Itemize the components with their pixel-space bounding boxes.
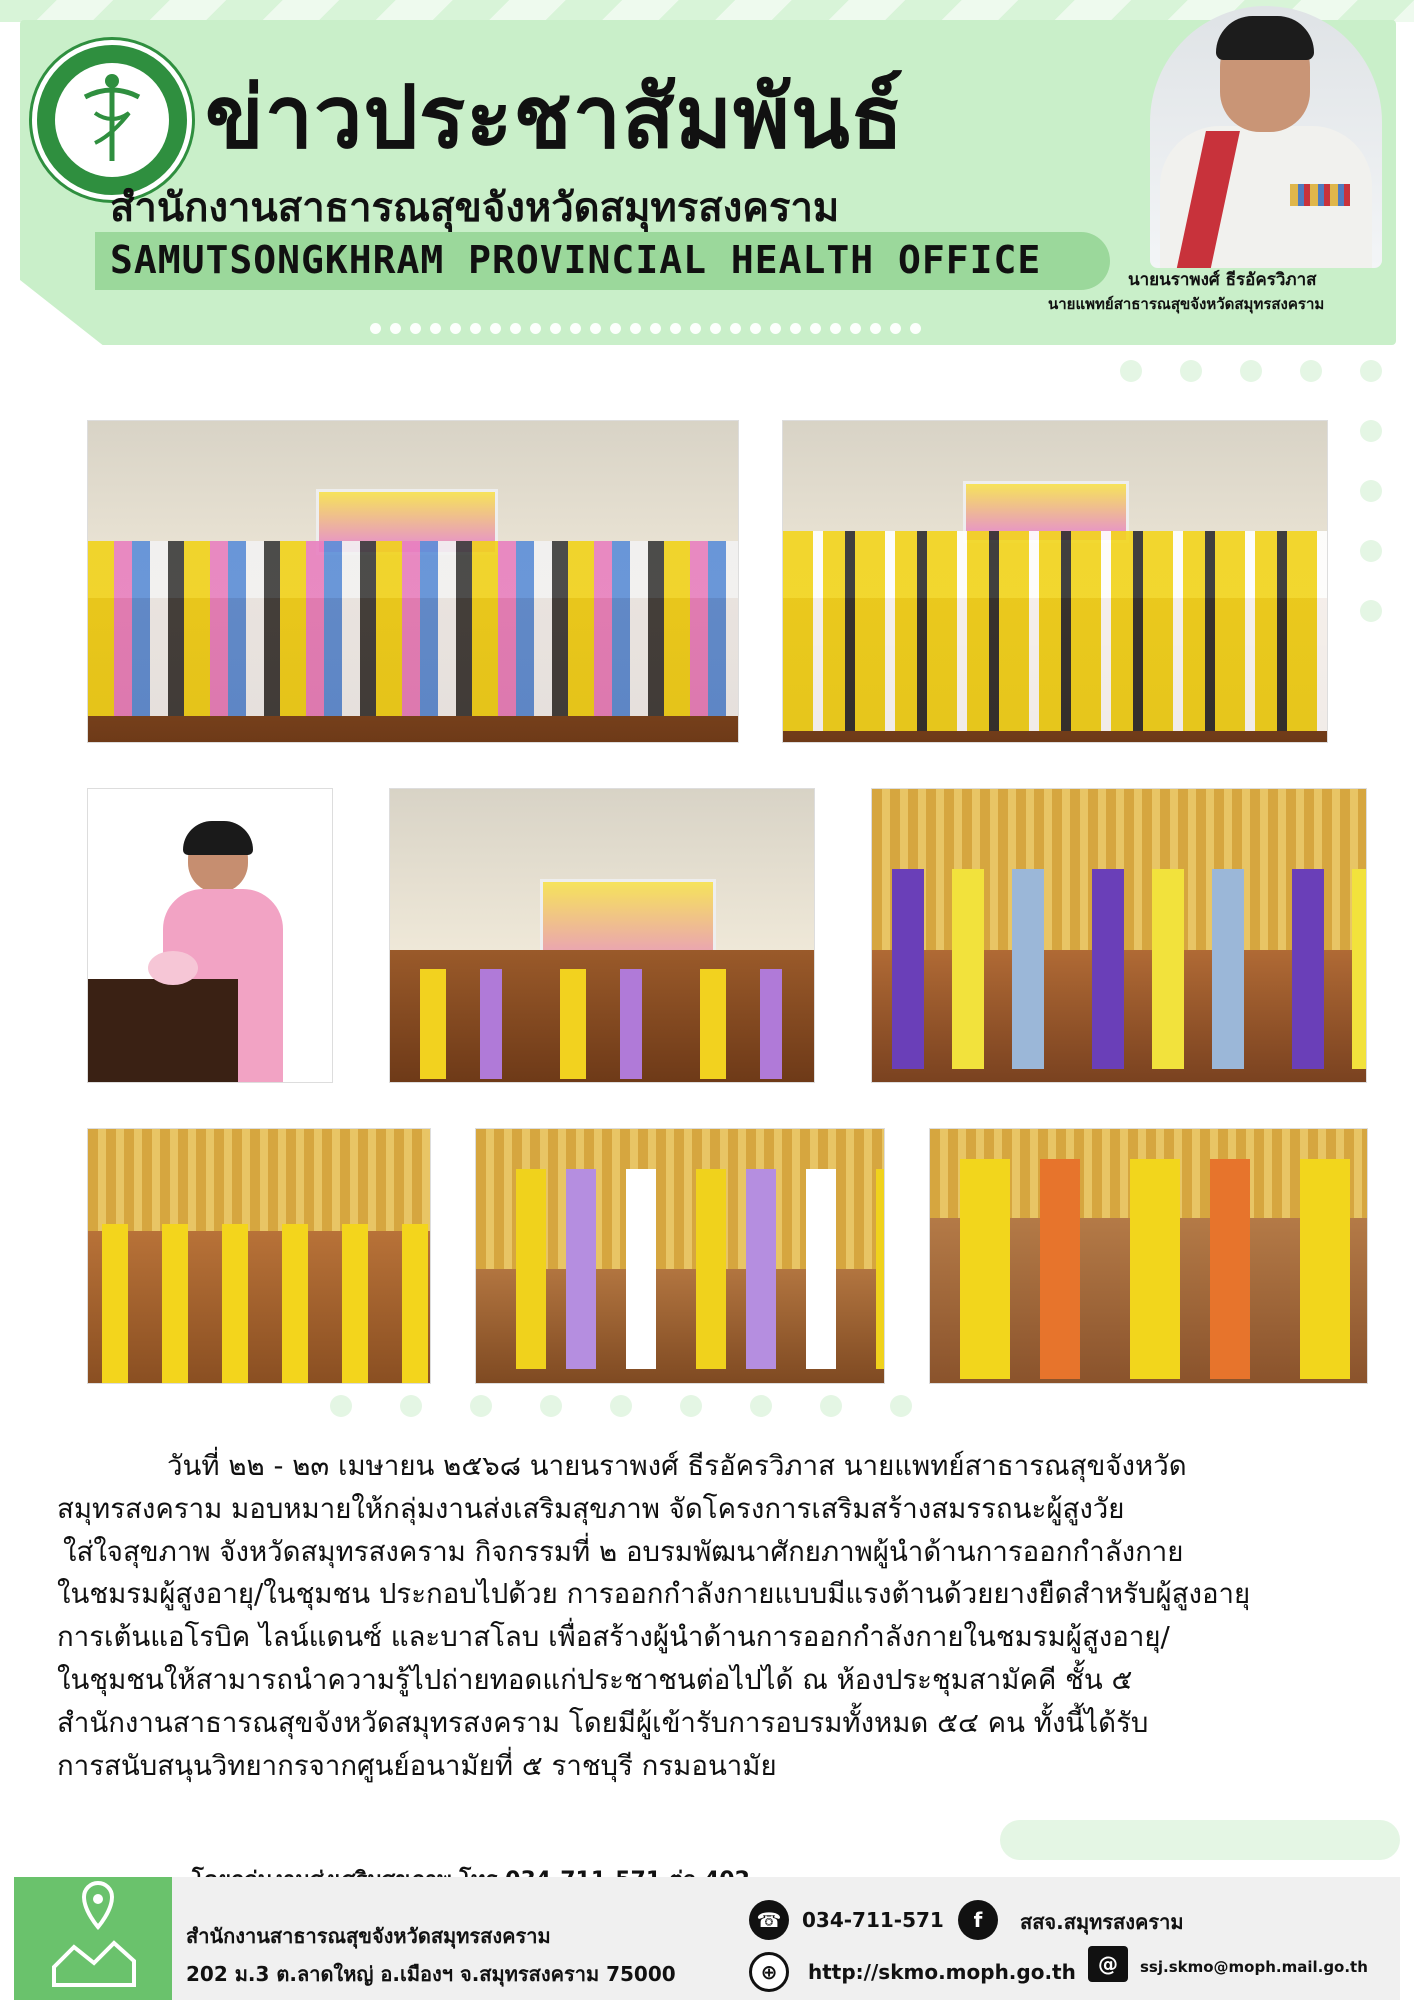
photo-group-1	[87, 420, 739, 743]
deco-dot	[1120, 360, 1142, 382]
deco-dot	[610, 1395, 632, 1417]
footer-phone: 034-711-571	[802, 1908, 944, 1932]
official-portrait	[1150, 6, 1382, 268]
deco-dot	[1360, 480, 1382, 502]
photo-line-dance	[87, 1128, 431, 1384]
news-body-line: สมุทรสงคราม มอบหมายให้กลุ่มงานส่งเสริมสุขภาพ จัดโครงการเสริมสร้างสมรรถนะผู้สูงวัย	[57, 1491, 1125, 1525]
deco-dot	[1300, 360, 1322, 382]
photo-walk	[475, 1128, 885, 1384]
deco-dot	[750, 1395, 772, 1417]
photo-crowd	[88, 541, 738, 716]
photo-people	[390, 969, 814, 1079]
news-body-line: การเต้นแอโรบิค ไลน์แดนซ์ และบาสโลบ เพื่อสร้างผู้นำด้านการออกกำลังกายในชมรมผู้สูงอายุ/	[57, 1620, 1170, 1654]
deco-dot	[400, 1395, 422, 1417]
deco-dot	[680, 1395, 702, 1417]
news-body-line: การสนับสนุนวิทยากรจากศูนย์อนามัยที่ ๕ ราชบุรี กรมอนามัย	[57, 1748, 777, 1782]
ministry-logo-inner	[55, 63, 169, 177]
deco-dot	[1360, 360, 1382, 382]
map-pin-icon	[14, 1877, 172, 2000]
flowers	[148, 951, 198, 985]
photo-aerobic	[389, 788, 815, 1083]
email-icon: @	[1088, 1946, 1128, 1982]
deco-dot	[1180, 360, 1202, 382]
deco-dot	[1360, 420, 1382, 442]
news-body-line: วันที่ ๒๒ - ๒๓ เมษายน ๒๕๖๘ นายนราพงศ์ ธีรอัครวิภาส นายแพทย์สาธารณสุขจังหวัด	[167, 1449, 1187, 1482]
phone-icon: ☎	[749, 1900, 789, 1940]
news-body-line: ในชมรมผู้สูงอายุ/ในชุมชน ประกอบไปด้วย การออกกำลังกายแบบมีแรงต้านด้วยยางยืดสำหรับผู้สูงอายุ	[57, 1577, 1251, 1611]
globe-icon: ⊕	[749, 1952, 789, 1992]
footer-email[interactable]: ssj.skmo@moph.mail.go.th	[1140, 1958, 1368, 1976]
office-name-en: SAMUTSONGKHRAM PROVINCIAL HEALTH OFFICE	[110, 238, 1042, 282]
deco-dot	[330, 1395, 352, 1417]
footer-map-block	[14, 1877, 172, 2000]
footer-org-name: สำนักงานสาธารณสุขจังหวัดสมุทรสงคราม	[186, 1924, 551, 1948]
official-title: นายแพทย์สาธารณสุขจังหวัดสมุทรสงคราม	[1048, 295, 1325, 313]
photo-group-2	[782, 420, 1328, 743]
footer-address: 202 ม.3 ต.ลาดใหญ่ อ.เมืองฯ จ.สมุทรสงคราม 75000	[186, 1962, 676, 1986]
photo-people	[872, 869, 1366, 1069]
decorative-dots	[370, 323, 921, 337]
facebook-icon: f	[958, 1900, 998, 1940]
deco-dot	[1240, 360, 1262, 382]
hair	[1216, 16, 1314, 60]
office-name-th: สำนักงานสาธารณสุขจังหวัดสมุทรสงคราม	[110, 185, 840, 231]
photo-people	[476, 1169, 884, 1369]
photo-people	[930, 1159, 1367, 1379]
deco-dot	[540, 1395, 562, 1417]
deco-dot	[820, 1395, 842, 1417]
official-name: นายนราพงศ์ ธีรอัครวิภาส	[1128, 270, 1317, 290]
photo-speaker	[87, 788, 333, 1083]
news-body	[57, 1445, 1359, 1787]
photo-band-exercise	[929, 1128, 1368, 1384]
page-title: ข่าวประชาสัมพันธ์	[205, 68, 905, 168]
deco-dot	[1360, 540, 1382, 562]
footer-facebook: สสจ.สมุทรสงคราม	[1020, 1910, 1184, 1934]
news-body-line: ในชุมชนให้สามารถนำความรู้ไปถ่ายทอดแก่ประชาชนต่อไปได้ ณ ห้องประชุมสามัคคี ชั้น ๕	[57, 1662, 1133, 1696]
caduceus-icon	[55, 63, 169, 177]
photo-people	[88, 1224, 430, 1383]
photo-crowd	[783, 531, 1327, 731]
medals	[1290, 184, 1350, 206]
speaker-hair	[183, 821, 253, 855]
deco-dot	[1360, 600, 1382, 622]
curtain	[88, 1129, 430, 1231]
deco-dot	[890, 1395, 912, 1417]
news-body-line: สำนักงานสาธารณสุขจังหวัดสมุทรสงคราม โดยมีผู้เข้ารับการอบรมทั้งหมด ๕๔ คน ทั้งนี้ได้รับ	[57, 1705, 1149, 1739]
news-body-line: ใส่ใจสุขภาพ จังหวัดสมุทรสงคราม กิจกรรมที่ ๒ อบรมพัฒนาศักยภาพผู้นำด้านการออกกำลังกาย	[63, 1534, 1184, 1568]
deco-dot	[470, 1395, 492, 1417]
podium	[88, 979, 238, 1082]
footer-website[interactable]: http://skmo.moph.go.th	[808, 1960, 1076, 1984]
deco-pill	[1000, 1820, 1400, 1860]
header-stripe	[0, 0, 1414, 22]
photo-stretch	[871, 788, 1367, 1083]
